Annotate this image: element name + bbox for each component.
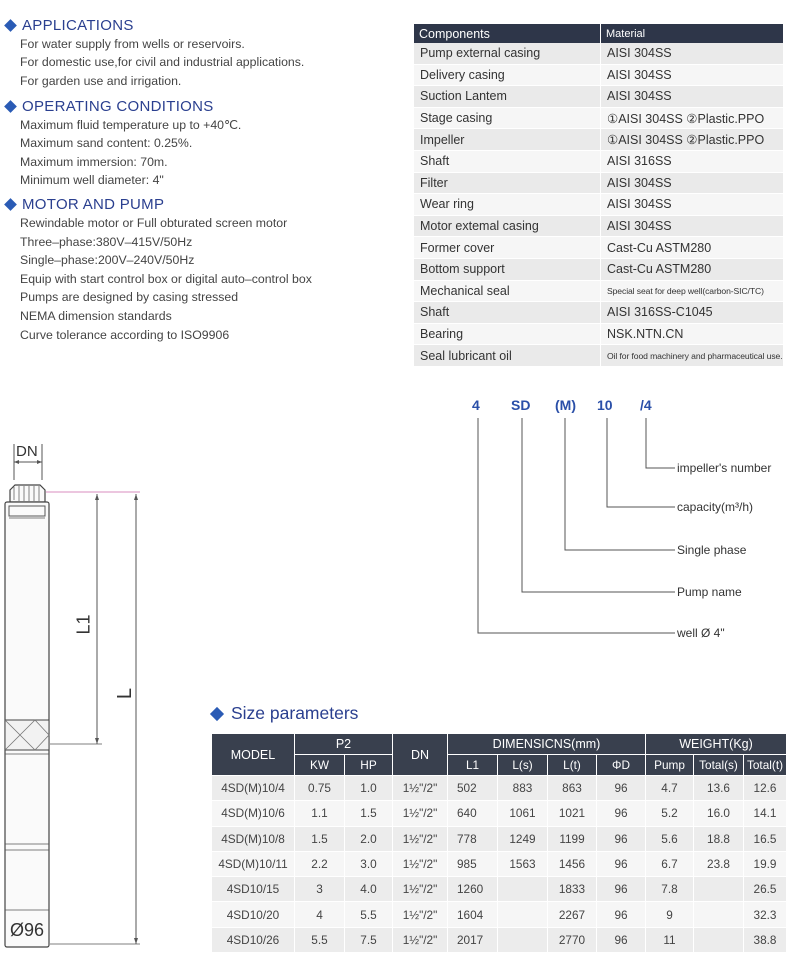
lt-cell: 1199 — [548, 826, 597, 851]
total-s-cell — [694, 927, 744, 952]
size-row — [212, 927, 787, 952]
total-t-header: Total(t) — [744, 755, 787, 776]
code-part-stages: /4 — [640, 397, 652, 413]
motor-line: Rewindable motor or Full obturated screen motor — [20, 216, 288, 230]
total-t-cell: 32.3 — [744, 902, 787, 927]
dimensions-header: DIMENSICNS(mm) — [448, 734, 646, 755]
component-name: Motor extemal casing — [414, 215, 601, 237]
pump-weight-header: Pump — [646, 755, 694, 776]
hp-cell: 1.5 — [345, 801, 393, 826]
component-material: Oil for food machinery and pharmaceutical use. — [601, 345, 784, 367]
size-parameters-title: Size parameters — [231, 703, 359, 723]
l1-cell: 1604 — [448, 902, 498, 927]
component-row — [414, 129, 784, 151]
hp-header: HP — [345, 755, 393, 776]
pump-weight-cell: 4.7 — [646, 776, 694, 801]
size-row — [212, 877, 787, 902]
operating-line: Maximum immersion: 70m. — [20, 154, 168, 169]
applications-line: For domestic use,for civil and industrial applications. — [20, 55, 305, 70]
lt-cell: 2770 — [548, 927, 597, 952]
size-parameters-table — [211, 733, 787, 953]
component-row — [414, 280, 784, 302]
code-part-size: 4 — [472, 397, 480, 413]
diameter-label: Ø96 — [10, 920, 45, 940]
model-code-lines — [470, 418, 680, 638]
model-cell: 4SD(M)10/8 — [212, 826, 295, 851]
component-row — [414, 172, 784, 194]
component-material: AISI 304SS — [601, 215, 784, 237]
model-cell: 4SD10/26 — [212, 927, 295, 952]
dn-cell: 1½"/2" — [393, 826, 448, 851]
operating-line: Maximum fluid temperature up to +40℃. — [20, 118, 242, 132]
component-name: Shaft — [414, 150, 601, 172]
motor-line: Three–phase:380V–415V/50Hz — [20, 234, 193, 249]
diamond-bullet-icon — [4, 100, 17, 113]
pump-weight-cell: 5.2 — [646, 801, 694, 826]
component-material: ①AISI 304SS ②Plastic.PPO — [601, 107, 784, 129]
l1-label: L1 — [73, 614, 94, 635]
od-cell: 96 — [597, 801, 646, 826]
diamond-bullet-icon — [210, 706, 224, 720]
motor-line: Single–phase:200V–240V/50Hz — [20, 253, 195, 268]
component-material: AISI 304SS — [601, 172, 784, 194]
od-cell: 96 — [597, 927, 646, 952]
annotation-well: well Ø 4" — [677, 626, 725, 640]
applications-title: APPLICATIONS — [22, 17, 134, 34]
total-t-cell: 38.8 — [744, 927, 787, 952]
lt-cell: 1456 — [548, 851, 597, 876]
annotation-phase: Single phase — [677, 543, 747, 557]
applications-line: For water supply from wells or reservoirs. — [20, 37, 245, 51]
component-material: AISI 304SS — [601, 194, 784, 216]
ls-cell: 1249 — [498, 826, 548, 851]
dn-header: DN — [393, 734, 448, 776]
size-row — [212, 826, 787, 851]
size-parameters-heading — [210, 703, 358, 724]
l1-cell: 640 — [448, 801, 498, 826]
pump-weight-cell: 7.8 — [646, 877, 694, 902]
operating-conditions-section — [4, 97, 241, 189]
component-name: Pump external casing — [414, 43, 601, 64]
operating-title: OPERATING CONDITIONS — [22, 98, 214, 115]
kw-cell: 1.5 — [295, 826, 345, 851]
kw-cell: 4 — [295, 902, 345, 927]
kw-cell: 3 — [295, 877, 345, 902]
ls-cell: 1061 — [498, 801, 548, 826]
component-row — [414, 194, 784, 216]
total-t-cell: 19.9 — [744, 851, 787, 876]
l1-cell: 778 — [448, 826, 498, 851]
hp-cell: 5.5 — [345, 902, 393, 927]
code-part-name: SD — [511, 397, 531, 413]
size-row — [212, 902, 787, 927]
component-material: AISI 316SS — [601, 150, 784, 172]
component-material: AISI 316SS-C1045 — [601, 302, 784, 324]
dn-label: DN — [16, 443, 38, 460]
dn-cell: 1½"/2" — [393, 877, 448, 902]
model-cell: 4SD10/15 — [212, 877, 295, 902]
ls-cell: 883 — [498, 776, 548, 801]
model-cell: 4SD(M)10/11 — [212, 851, 295, 876]
ls-cell — [498, 877, 548, 902]
l1-cell: 2017 — [448, 927, 498, 952]
kw-cell: 5.5 — [295, 927, 345, 952]
total-s-cell: 23.8 — [694, 851, 744, 876]
component-row — [414, 237, 784, 259]
l1-cell: 502 — [448, 776, 498, 801]
component-material: Special seat for deep well(carbon-SIC/TC) — [601, 280, 784, 302]
hp-cell: 4.0 — [345, 877, 393, 902]
component-name: Bearing — [414, 323, 601, 345]
component-material: Cast-Cu ASTM280 — [601, 258, 784, 280]
pump-weight-cell: 6.7 — [646, 851, 694, 876]
component-name: Wear ring — [414, 194, 601, 216]
dn-cell: 1½"/2" — [393, 776, 448, 801]
component-name: Stage casing — [414, 107, 601, 129]
model-cell: 4SD10/20 — [212, 902, 295, 927]
total-t-cell: 12.6 — [744, 776, 787, 801]
od-cell: 96 — [597, 826, 646, 851]
od-header: ΦD — [597, 755, 646, 776]
component-name: Bottom support — [414, 258, 601, 280]
lt-cell: 1021 — [548, 801, 597, 826]
component-material: AISI 304SS — [601, 43, 784, 64]
total-t-cell: 16.5 — [744, 826, 787, 851]
component-name: Shaft — [414, 302, 601, 324]
hp-cell: 1.0 — [345, 776, 393, 801]
lt-cell: 1833 — [548, 877, 597, 902]
hp-cell: 3.0 — [345, 851, 393, 876]
size-parameters-body — [212, 776, 787, 953]
model-cell: 4SD(M)10/4 — [212, 776, 295, 801]
annotation-impeller: impeller's number — [677, 461, 772, 475]
components-body — [414, 43, 784, 366]
pump-head — [10, 485, 45, 502]
motor-title: MOTOR AND PUMP — [22, 196, 165, 213]
kw-cell: 0.75 — [295, 776, 345, 801]
component-material: Cast-Cu ASTM280 — [601, 237, 784, 259]
ls-cell: 1563 — [498, 851, 548, 876]
ls-cell — [498, 927, 548, 952]
annotation-capacity: capacity(m³/h) — [677, 500, 754, 514]
code-part-capacity: 10 — [597, 397, 613, 413]
component-row — [414, 302, 784, 324]
diamond-bullet-icon — [4, 198, 17, 211]
p2-header: P2 — [295, 734, 393, 755]
operating-line: Minimum well diameter: 4" — [20, 172, 164, 187]
od-cell: 96 — [597, 776, 646, 801]
size-row — [212, 851, 787, 876]
hp-cell: 7.5 — [345, 927, 393, 952]
component-name: Filter — [414, 172, 601, 194]
component-row — [414, 64, 784, 86]
ls-cell — [498, 902, 548, 927]
components-table — [414, 24, 784, 367]
component-material: AISI 304SS — [601, 64, 784, 86]
weight-header: WEIGHT(Kg) — [646, 734, 787, 755]
model-cell: 4SD(M)10/6 — [212, 801, 295, 826]
motor-line: Equip with start control box or digital auto–control box — [20, 271, 312, 286]
applications-line: For garden use and irrigation. — [20, 73, 182, 88]
components-header: Components — [414, 24, 601, 43]
kw-header: KW — [295, 755, 345, 776]
component-row — [414, 258, 784, 280]
total-s-cell — [694, 877, 744, 902]
total-s-cell: 13.6 — [694, 776, 744, 801]
pump-weight-cell: 11 — [646, 927, 694, 952]
dn-cell: 1½"/2" — [393, 801, 448, 826]
lt-header: L(t) — [548, 755, 597, 776]
component-name: Former cover — [414, 237, 601, 259]
component-name: Delivery casing — [414, 64, 601, 86]
total-s-cell: 16.0 — [694, 801, 744, 826]
component-row — [414, 323, 784, 345]
lt-cell: 863 — [548, 776, 597, 801]
total-t-cell: 26.5 — [744, 877, 787, 902]
motor-line: NEMA dimension standards — [20, 308, 172, 323]
total-t-cell: 14.1 — [744, 801, 787, 826]
size-row — [212, 801, 787, 826]
l1-cell: 985 — [448, 851, 498, 876]
component-row — [414, 215, 784, 237]
total-s-header: Total(s) — [694, 755, 744, 776]
l1-cell: 1260 — [448, 877, 498, 902]
pump-weight-cell: 9 — [646, 902, 694, 927]
ls-header: L(s) — [498, 755, 548, 776]
component-material: AISI 304SS — [601, 86, 784, 108]
dn-cell: 1½"/2" — [393, 902, 448, 927]
size-header-row-top — [212, 734, 787, 755]
od-cell: 96 — [597, 877, 646, 902]
applications-section — [4, 16, 304, 90]
size-header-row-sub — [212, 755, 787, 776]
operating-line: Maximum sand content: 0.25%. — [20, 136, 193, 151]
l-label: L — [114, 687, 137, 700]
diamond-bullet-icon — [4, 19, 17, 32]
code-part-phase: (M) — [555, 397, 576, 413]
total-s-cell — [694, 902, 744, 927]
component-material: NSK.NTN.CN — [601, 323, 784, 345]
total-s-cell: 18.8 — [694, 826, 744, 851]
operating-heading — [4, 97, 241, 116]
lt-cell: 2267 — [548, 902, 597, 927]
hp-cell: 2.0 — [345, 826, 393, 851]
component-row — [414, 345, 784, 367]
component-name: Mechanical seal — [414, 280, 601, 302]
od-cell: 96 — [597, 902, 646, 927]
material-header: Material — [601, 24, 784, 43]
component-row — [414, 150, 784, 172]
component-row — [414, 86, 784, 108]
components-header-row — [414, 24, 784, 43]
component-name: Suction Lantem — [414, 86, 601, 108]
pump-weight-cell: 5.6 — [646, 826, 694, 851]
annotation-pump-name: Pump name — [677, 585, 742, 599]
motor-heading — [4, 195, 312, 214]
model-header: MODEL — [212, 734, 295, 776]
motor-line: Curve tolerance according to ISO9906 — [20, 327, 230, 342]
dn-cell: 1½"/2" — [393, 851, 448, 876]
kw-cell: 2.2 — [295, 851, 345, 876]
component-row — [414, 107, 784, 129]
od-cell: 96 — [597, 851, 646, 876]
component-name: Seal lubricant oil — [414, 345, 601, 367]
component-material: ①AISI 304SS ②Plastic.PPO — [601, 129, 784, 151]
motor-line: Pumps are designed by casing stressed — [20, 290, 239, 305]
dn-cell: 1½"/2" — [393, 927, 448, 952]
kw-cell: 1.1 — [295, 801, 345, 826]
size-row — [212, 776, 787, 801]
l1-header: L1 — [448, 755, 498, 776]
component-row — [414, 43, 784, 64]
component-name: Impeller — [414, 129, 601, 151]
motor-pump-section — [4, 195, 312, 344]
applications-heading — [4, 16, 304, 35]
